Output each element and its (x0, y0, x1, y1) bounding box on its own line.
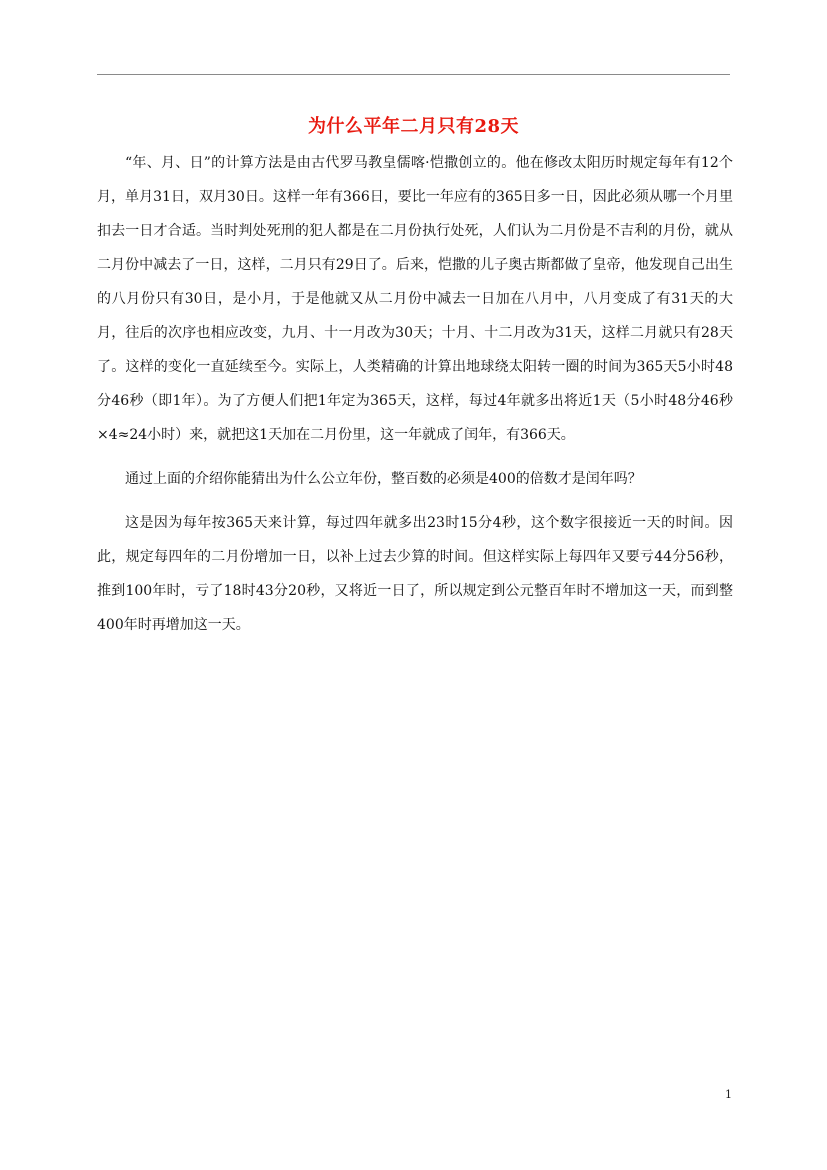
header-rule (97, 74, 730, 75)
paragraph-calendar-history: “年、月、日”的计算方法是由古代罗马教皇儒喀·恺撒创立的。他在修改太阳历时规定每年有12个月，单月31日，双月30日。这样一年有366日，要比一年应有的365日多一日，因此必须从哪一个月里扣去一日才合适。当时判处死刑的犯人都是在二月份执行处死，人们认为二月份是不吉利的月份，就从二月份中减去了一日，这样，二月只有29日了。后来，恺撒的儿子奥古斯都做了皇帝，他发现自己出生的八月份只有30日，是小月，于是他就又从二月份中减去一日加在八月中，八月变成了有31天的大月，往后的次序也相应改变，九月、十一月改为30天；十月、十二月改为31天，这样二月就只有28天了。这样的变化一直延续至今。实际上，人类精确的计算出地球绕太阳转一圈的时间为365天5小时48分46秒（即1年）。为了方便人们把1年定为365天，这样，每过4年就多出将近1天（5小时48分46秒×4≈24小时）来，就把这1天加在二月份里，这一年就成了闰年，有366天。 (97, 155, 733, 443)
document-title: 为什么平年二月只有28天 (307, 116, 520, 137)
page-number: 1 (725, 1088, 732, 1101)
paragraph-question: 通过上面的介绍你能猜出为什么公立年份，整百数的必须是400的倍数才是闰年吗？ (125, 471, 642, 487)
paragraph-answer: 这是因为每年按365天来计算，每过四年就多出23时15分4秒，这个数字很接近一天的时间。因此，规定每四年的二月份增加一日，以补上过去少算的时间。但这样实际上每四年又要亏44分56秒，推到100年时，亏了18时43分20秒，又将近一日了，所以规定到公元整百年时不增加这一天，而到整400年时再增加这一天。 (97, 515, 733, 633)
document-body (97, 146, 733, 642)
